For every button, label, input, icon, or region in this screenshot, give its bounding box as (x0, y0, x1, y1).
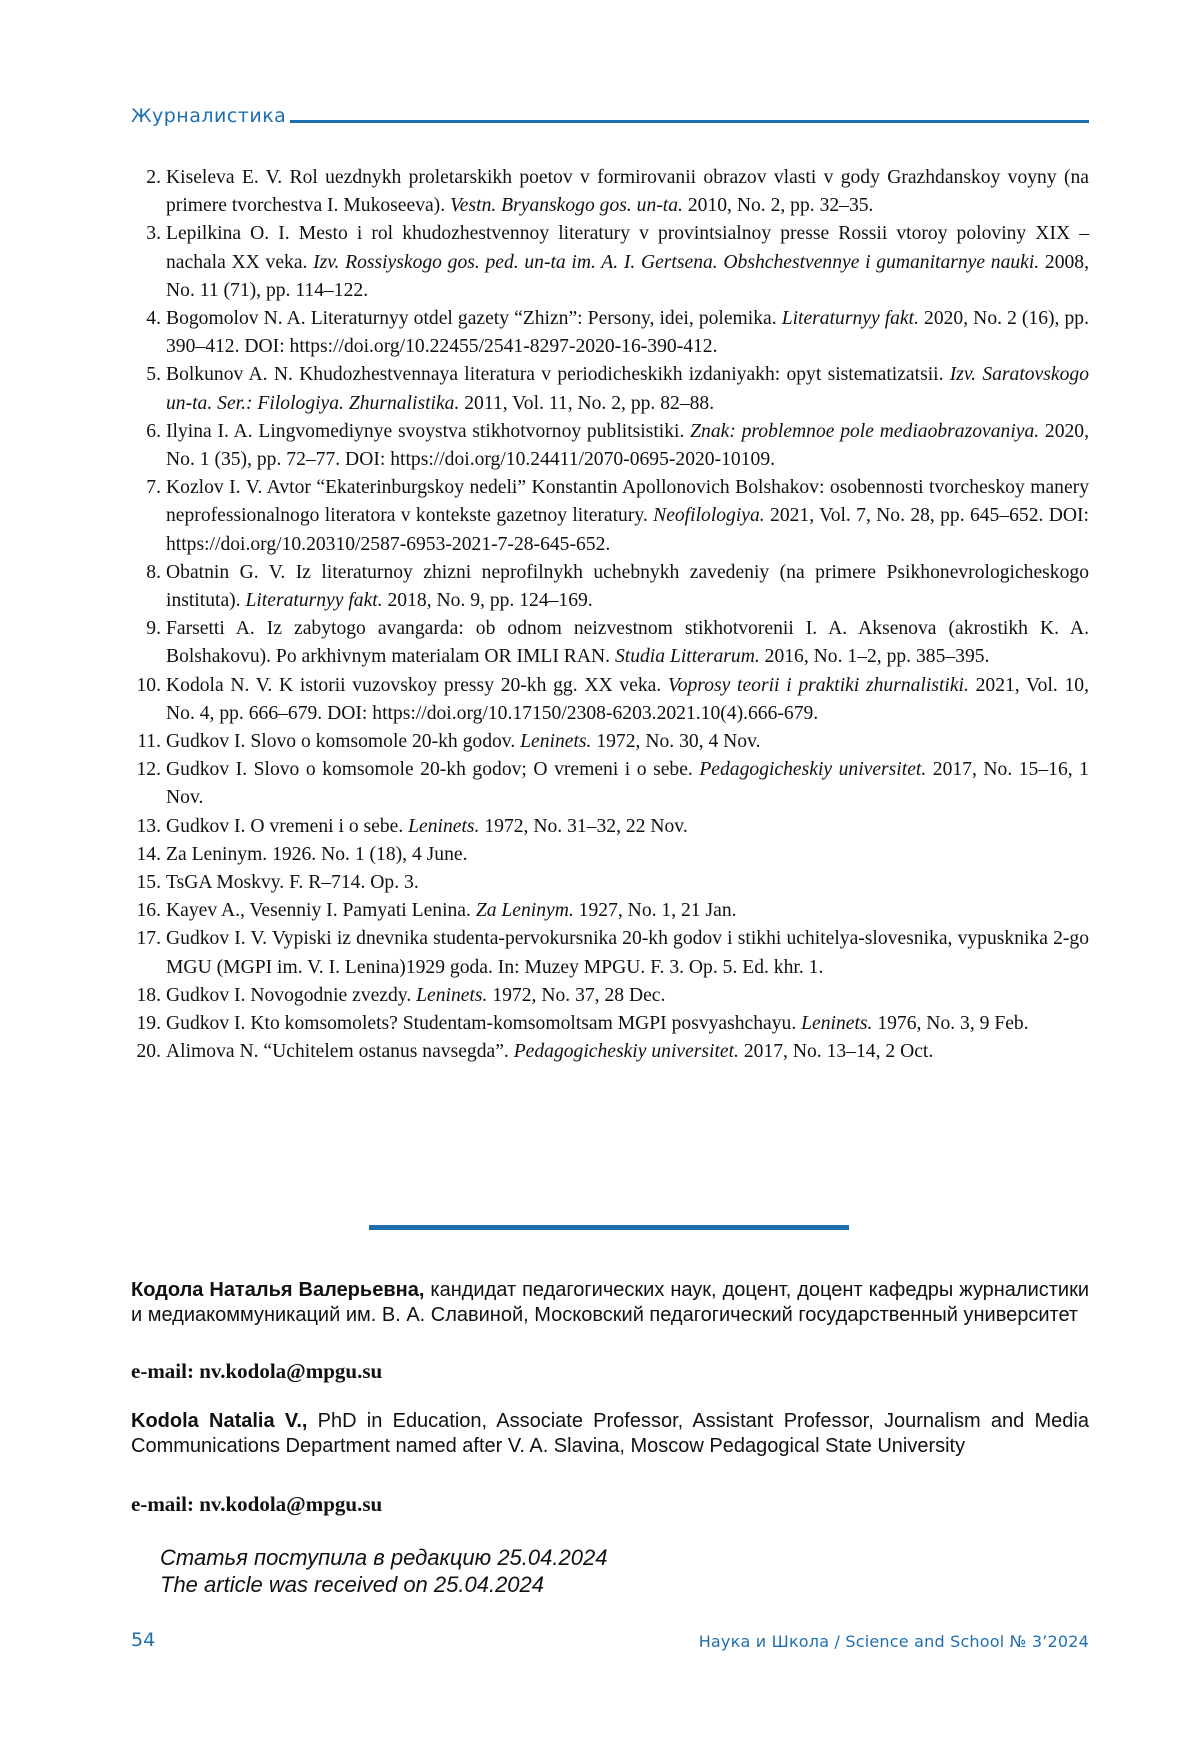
author-name-en: Kodola Natalia V., (131, 1410, 308, 1432)
reference-text: 2020, No. 1 (35), pp. 72–77. DOI: https://doi.org/10.24411/2070-0695-2020-10109. (166, 420, 1089, 471)
reference-item (131, 474, 1089, 559)
reference-number: 17. (136, 928, 161, 950)
reference-text: 2021, Vol. 10, No. 4, pp. 666–679. DOI: https://doi.org/10.17150/2308-6203.2021.10(4).666-679. (166, 674, 1090, 724)
reference-item (131, 841, 1089, 869)
reference-number: 9. (146, 618, 161, 640)
reference-text: 2017, No. 15–16, 1 Nov. (166, 759, 1089, 809)
reference-item (131, 559, 1089, 615)
reference-source: Studia Litterarum. (614, 646, 760, 668)
received-note (160, 1544, 607, 1598)
reference-text: Farsetti A. Iz zabytogo avangarda: ob odnom neizvestnom stikhotvorenii I. A. Aksenova (akrostikh K. A. Bolshakovu). Po arkhivnym materialam OR IMLI RAN. (166, 618, 1089, 668)
reference-text: Gudkov I. Novogodnie zvezdy. (166, 984, 417, 1006)
author-email-en: e-mail: nv.kodola@mpgu.su (131, 1492, 383, 1516)
reference-source: Neofilologiya. (653, 505, 765, 527)
reference-item (131, 728, 1089, 756)
reference-item (131, 756, 1089, 812)
running-header (131, 102, 1089, 126)
reference-item (131, 897, 1089, 925)
section-divider (369, 1225, 849, 1230)
reference-text: 1976, No. 3, 9 Feb. (872, 1013, 1029, 1035)
reference-item (131, 672, 1089, 728)
reference-number: 11. (137, 731, 161, 753)
reference-number: 14. (136, 843, 161, 865)
reference-number: 12. (136, 759, 161, 781)
reference-text: Gudkov I. Slovo o komsomole 20-kh godov. (166, 731, 521, 753)
author-info-en (131, 1409, 1089, 1459)
reference-number: 3. (146, 223, 161, 245)
reference-text: Kayev A., Vesenniy I. Pamyati Lenina. (166, 900, 476, 922)
reference-source: Izv. Rossiyskogo gos. ped. un-ta im. A. I. Gertsena. Obshchestvennye i gumanitarnye nauki. (313, 251, 1040, 273)
reference-text: Bolkunov A. N. Khudozhestvennaya literatura v periodicheskikh izdaniyakh: opyt sistematizatsii. (166, 364, 950, 386)
author-name-ru: Кодола Наталья Валерьевна, (131, 1279, 425, 1301)
reference-source: Izv. Saratovskogo un-ta. Ser.: Filologiya. Zhurnalistika. (166, 364, 1089, 414)
reference-text: Lepilkina O. I. Mesto i rol khudozhestvennoy literatury v provintsialnoy presse Rossii vtoroy poloviny XIX – nachala XX veka. (166, 223, 1089, 273)
reference-source: Literaturnyy fakt. (781, 308, 919, 330)
reference-number: 16. (136, 900, 161, 922)
reference-number: 20. (136, 1041, 161, 1063)
reference-text: 1927, No. 1, 21 Jan. (573, 900, 737, 922)
reference-text: Alimova N. “Uchitelem ostanus navsegda”. (166, 1041, 514, 1063)
reference-text: 1972, No. 30, 4 Nov. (591, 731, 761, 753)
reference-text: TsGA Moskvy. F. R–714. Op. 3. (166, 872, 419, 894)
reference-text: Gudkov I. Kto komsomolets? Studentam-komsomoltsam MGPI posvyashchayu. (166, 1013, 802, 1035)
reference-item (131, 813, 1089, 841)
reference-number: 18. (136, 984, 161, 1006)
received-en: The article was received on 25.04.2024 (160, 1572, 545, 1597)
reference-number: 8. (146, 561, 161, 583)
reference-text: 2010, No. 2, pp. 32–35. (682, 195, 874, 217)
section-title: Журналистика (131, 105, 287, 127)
reference-item (131, 925, 1089, 981)
reference-source: Leninets. (416, 984, 488, 1006)
header-rule (290, 120, 1089, 123)
reference-item (131, 361, 1089, 417)
reference-text: 2018, No. 9, pp. 124–169. (382, 590, 593, 612)
reference-source: Pedagogicheskiy universitet. (699, 759, 927, 781)
reference-text: Kozlov I. V. Avtor “Ekaterinburgskoy nedeli” Konstantin Apollonovich Bolshakov: osobennosti tvorcheskoy manery neprofessionalnogo literatora v kontekste gazetnoy literatury. (166, 477, 1089, 527)
reference-source: Literaturnyy fakt. (245, 590, 383, 612)
reference-text: Gudkov I. O vremeni i o sebe. (166, 815, 409, 837)
reference-list (131, 164, 1089, 1067)
reference-text: 1972, No. 37, 28 Dec. (487, 984, 666, 1006)
reference-item (131, 1038, 1089, 1066)
reference-source: Znak: problemnoe pole mediaobrazovaniya. (690, 420, 1040, 442)
reference-number: 5. (146, 364, 161, 386)
reference-text: 2011, Vol. 11, No. 2, pp. 82–88. (459, 392, 715, 414)
reference-item (131, 220, 1089, 305)
reference-item (131, 164, 1089, 220)
reference-number: 2. (146, 167, 161, 188)
reference-number: 4. (146, 308, 161, 330)
reference-text: Kiseleva E. V. Rol uezdnykh proletarskikh poetov v formirovanii obrazov vlasti v gody Grazhdanskoy voyny (na primere tvorchestva I. Mukoseeva). (166, 167, 1089, 217)
author-description-ru: кандидат педагогических наук, доцент, доцент кафедры журналистики и медиакоммуникаций им. В. А. Славиной, Московский педагогический государственный университет (131, 1279, 1089, 1326)
reference-text: 2017, No. 13–14, 2 Oct. (738, 1041, 934, 1063)
reference-number: 7. (146, 477, 161, 499)
author-info-ru (131, 1278, 1089, 1328)
reference-text: Ilyina I. A. Lingvomediynye svoystva stikhotvornoy publitsistiki. (166, 420, 691, 442)
reference-text: 2021, Vol. 7, No. 28, pp. 645–652. DOI: https://doi.org/10.20310/2587-6953-2021-7-28-645-652. (166, 505, 1090, 555)
reference-text: Za Leninym. 1926. No. 1 (18), 4 June. (166, 843, 468, 865)
received-ru: Статья поступила в редакцию 25.04.2024 (160, 1545, 608, 1570)
reference-number: 15. (136, 872, 161, 894)
reference-source: Leninets. (801, 1013, 873, 1035)
journal-footer: Наука и Школа / Science and School № 3’2024 (698, 1632, 1089, 1651)
reference-text: Gudkov I. Slovo o komsomole 20-kh godov; O vremeni i o sebe. (166, 759, 700, 781)
reference-text: 1972, No. 31–32, 22 Nov. (479, 815, 688, 837)
reference-item (131, 869, 1089, 897)
reference-item (131, 615, 1089, 671)
reference-number: 13. (136, 815, 161, 837)
reference-text: Obatnin G. V. Iz literaturnoy zhizni neprofilnykh uchebnykh zavedeniy (na primere Psikhonevrologicheskogo instituta). (166, 561, 1089, 612)
page-number: 54 (131, 1629, 156, 1651)
reference-source: Za Leninym. (475, 900, 574, 922)
reference-source: Pedagogicheskiy universitet. (513, 1041, 739, 1063)
author-email-ru: e-mail: nv.kodola@mpgu.su (131, 1359, 383, 1383)
reference-text: Bogomolov N. A. Literaturnyy otdel gazety “Zhizn”: Persony, idei, polemika. (166, 308, 782, 330)
reference-number: 19. (136, 1013, 161, 1035)
reference-item (131, 305, 1089, 361)
reference-number: 10. (136, 674, 161, 696)
reference-text: 2020, No. 2 (16), pp. 390–412. DOI: https://doi.org/10.22455/2541-8297-2020-16-390-412. (166, 308, 1089, 358)
reference-item (131, 982, 1089, 1010)
reference-text: Gudkov I. V. Vypiski iz dnevnika studenta-pervokursnika 20-kh godov i stikhi uchitelya-slovesnika, vypusknika 2-go MGU (MGPI im. V. I. Lenina)1929 goda. In: Muzey MPGU. F. 3. Op. 5. Ed. khr. 1. (166, 928, 1089, 978)
reference-source: Leninets. (408, 815, 480, 837)
reference-item (131, 418, 1089, 474)
reference-source: Voprosy teorii i praktiki zhurnalistiki. (667, 674, 969, 696)
reference-text: 2016, No. 1–2, pp. 385–395. (759, 646, 990, 668)
reference-source: Leninets. (520, 731, 592, 753)
reference-text: 2008, No. 11 (71), pp. 114–122. (166, 251, 1089, 301)
reference-text: Kodola N. V. K istorii vuzovskoy pressy 20-kh gg. XX veka. (166, 674, 668, 696)
reference-item (131, 1010, 1089, 1038)
reference-number: 6. (146, 420, 161, 442)
author-description-en: PhD in Education, Associate Professor, Assistant Professor, Journalism and Media Communications Department named after V. A. Slavina, Moscow Pedagogical State University (131, 1410, 1089, 1457)
reference-source: Vestn. Bryanskogo gos. un-ta. (450, 195, 683, 217)
